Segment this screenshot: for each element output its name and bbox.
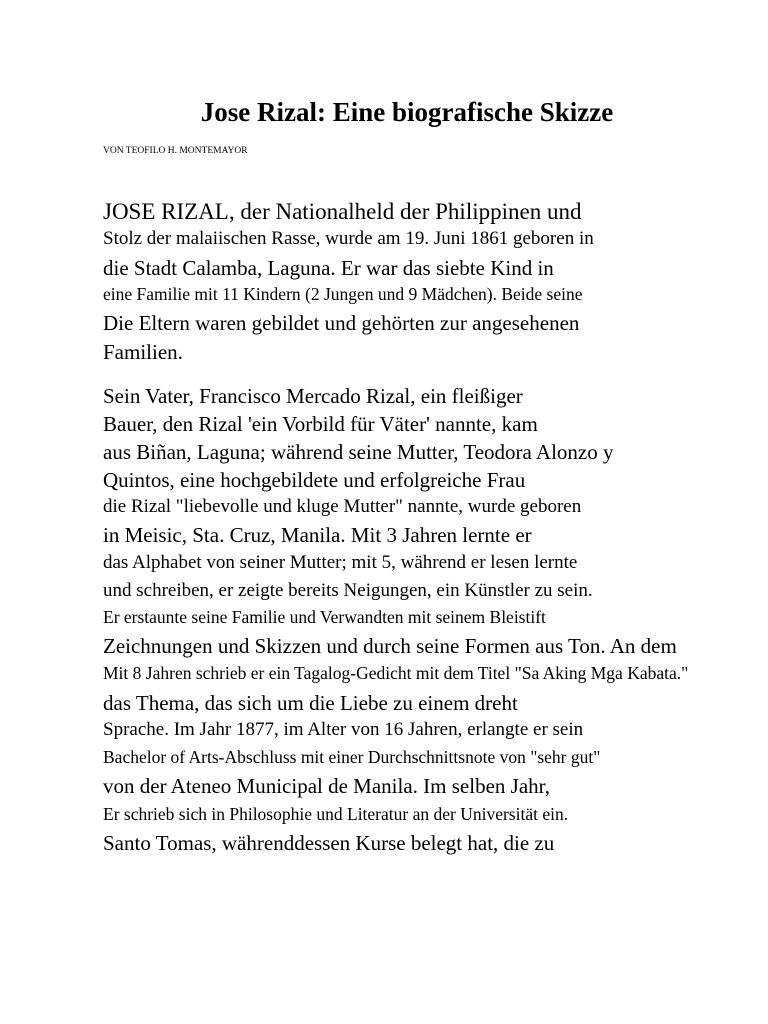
text-line: Mit 8 Jahren schrieb er ein Tagalog-Gedicht mit dem Titel "Sa Aking Mga Kabata." bbox=[103, 663, 689, 683]
text-line: Quintos, eine hochgebildete und erfolgreiche Frau bbox=[103, 468, 526, 492]
text-line: eine Familie mit 11 Kindern (2 Jungen und 9 Mädchen). Beide seine bbox=[103, 284, 583, 304]
text-line: die Rizal "liebevolle und kluge Mutter" nannte, wurde geboren bbox=[103, 496, 582, 517]
text-line: das Alphabet von seiner Mutter; mit 5, während er lesen lernte bbox=[103, 552, 578, 573]
text-line: aus Biñan, Laguna; während seine Mutter, Teodora Alonzo y bbox=[103, 440, 614, 464]
text-line: Familien. bbox=[103, 340, 183, 364]
text-line: Er erstaunte seine Familie und Verwandten mit seinem Bleistift bbox=[103, 607, 546, 627]
text-line: die Stadt Calamba, Laguna. Er war das siebte Kind in bbox=[103, 256, 554, 280]
byline: VON TEOFILO H. MONTEMAYOR bbox=[103, 146, 248, 156]
text-line: und schreiben, er zeigte bereits Neigungen, ein Künstler zu sein. bbox=[103, 580, 593, 601]
text-line: Er schrieb sich in Philosophie und Literatur an der Universität ein. bbox=[103, 804, 569, 824]
text-line: das Thema, das sich um die Liebe zu einem dreht bbox=[103, 691, 518, 715]
text-line: Santo Tomas, währenddessen Kurse belegt hat, die zu bbox=[103, 831, 555, 855]
text-line: Bachelor of Arts-Abschluss mit einer Durchschnittsnote von "sehr gut" bbox=[103, 747, 601, 767]
text-line: Sprache. Im Jahr 1877, im Alter von 16 Jahren, erlangte er sein bbox=[103, 719, 584, 740]
text-line: Zeichnungen und Skizzen und durch seine Formen aus Ton. An dem bbox=[103, 634, 677, 658]
text-line: Die Eltern waren gebildet und gehörten zur angesehenen bbox=[103, 311, 580, 335]
text-line: Stolz der malaiischen Rasse, wurde am 19. Juni 1861 geboren in bbox=[103, 228, 594, 249]
text-line: Bauer, den Rizal 'ein Vorbild für Väter' nannte, kam bbox=[103, 412, 538, 436]
text-line: in Meisic, Sta. Cruz, Manila. Mit 3 Jahren lernte er bbox=[103, 523, 532, 547]
page-title: Jose Rizal: Eine biografische Skizze bbox=[200, 97, 614, 127]
text-line: Sein Vater, Francisco Mercado Rizal, ein fleißiger bbox=[103, 384, 523, 408]
text-line: JOSE RIZAL, der Nationalheld der Philippinen und bbox=[103, 199, 582, 224]
text-line: von der Ateneo Municipal de Manila. Im selben Jahr, bbox=[103, 774, 551, 798]
